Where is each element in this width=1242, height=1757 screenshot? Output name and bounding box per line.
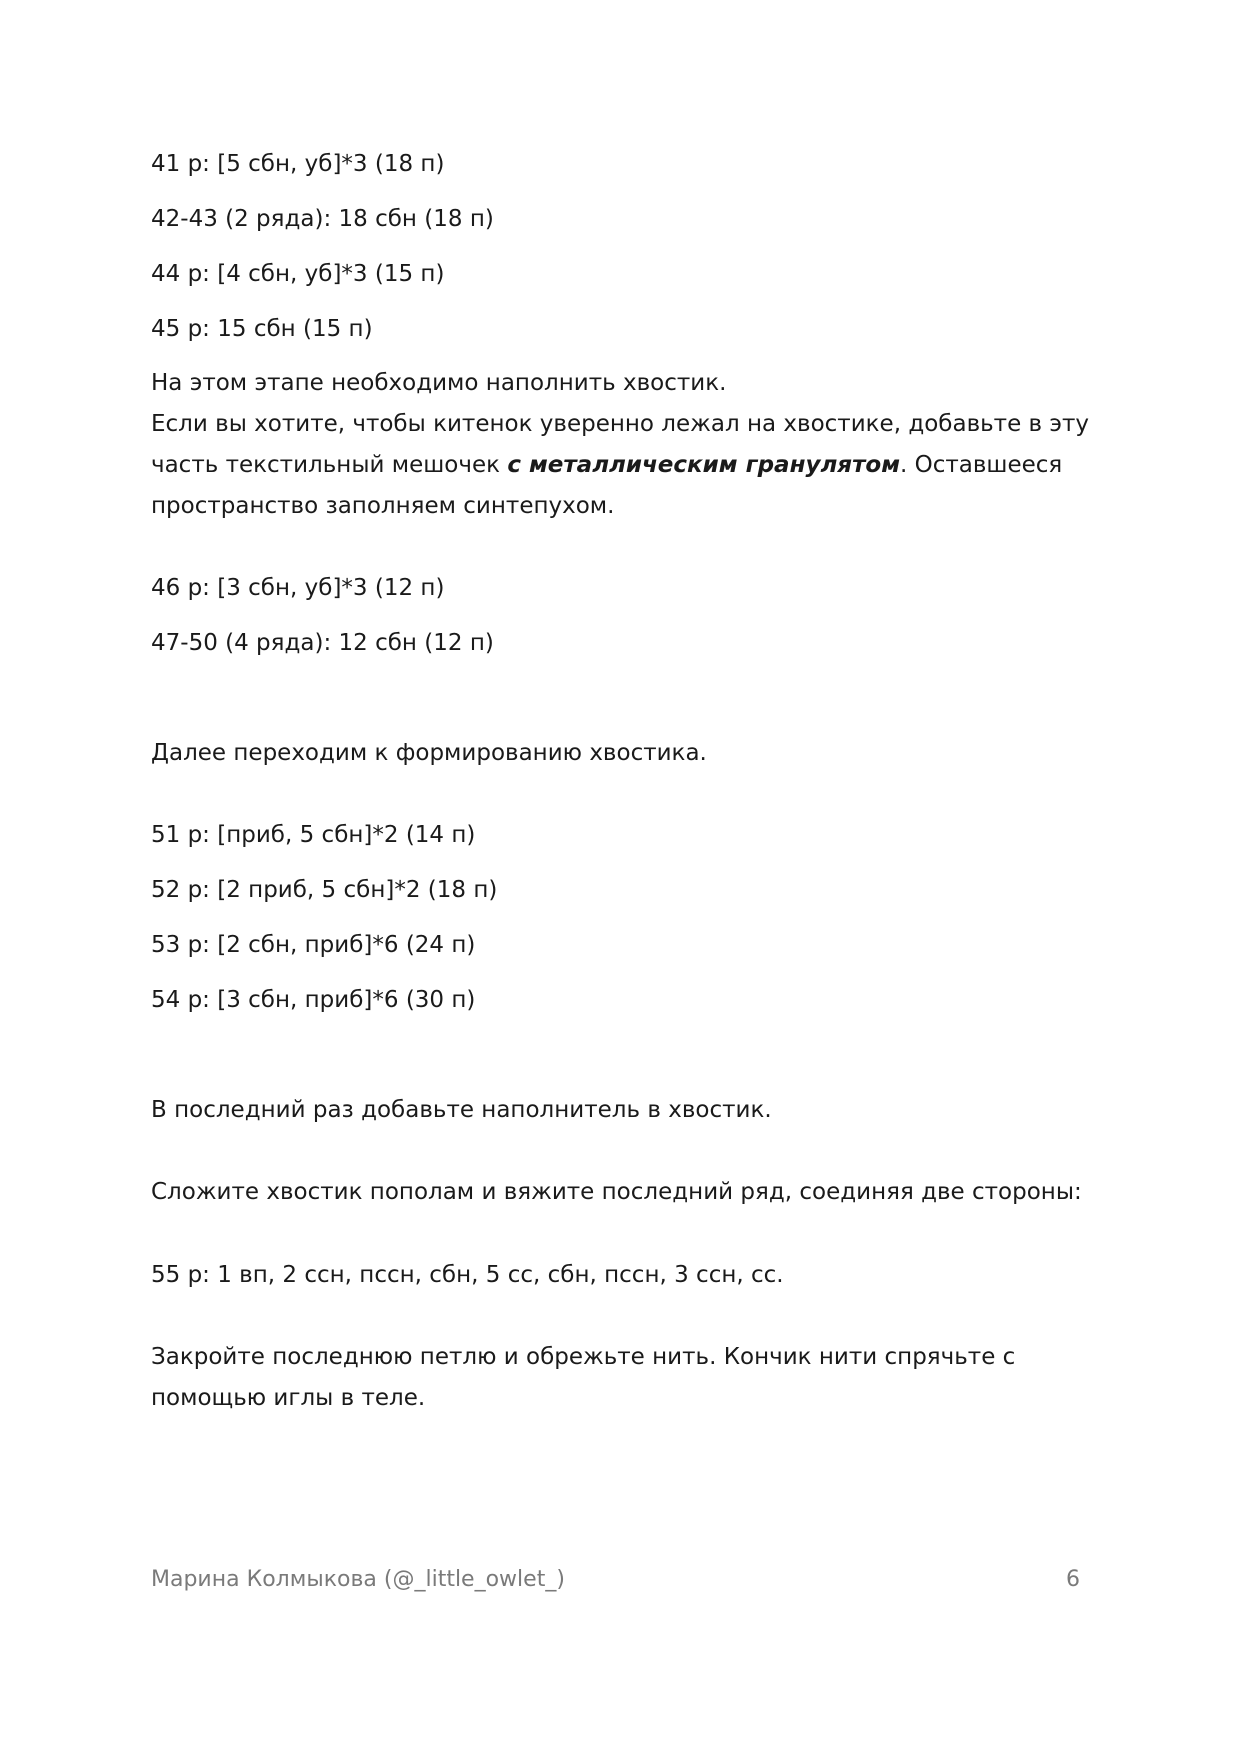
row-52: 52 р: [2 приб, 5 сбн]*2 (18 п) xyxy=(151,877,498,903)
row-42-43: 42-43 (2 ряда): 18 сбн (18 п) xyxy=(151,206,494,232)
note-line-3 xyxy=(151,445,1062,486)
row-53: 53 р: [2 сбн, приб]*6 (24 п) xyxy=(151,932,476,958)
row-46: 46 р: [3 сбн, уб]*3 (12 п) xyxy=(151,575,445,601)
finish-line-2: помощью иглы в теле. xyxy=(151,1385,426,1411)
footer-author: Марина Колмыкова (@_little_owlet_) xyxy=(151,1567,565,1592)
row-54: 54 р: [3 сбн, приб]*6 (30 п) xyxy=(151,987,476,1013)
row-41: 41 р: [5 сбн, уб]*3 (18 п) xyxy=(151,151,445,177)
row-45: 45 р: 15 сбн (15 п) xyxy=(151,316,373,342)
fold-text: Сложите хвостик пополам и вяжите последний ряд, соединяя две стороны: xyxy=(151,1179,1082,1205)
row-47-50: 47-50 (4 ряда): 12 сбн (12 п) xyxy=(151,630,494,656)
row-44: 44 р: [4 сбн, уб]*3 (15 п) xyxy=(151,261,445,287)
last-fill-text: В последний раз добавьте наполнитель в хвостик. xyxy=(151,1097,772,1123)
page-number: 6 xyxy=(1066,1567,1080,1592)
note-line-3-end: . Оставшееся xyxy=(900,452,1063,478)
row-51: 51 р: [приб, 5 сбн]*2 (14 п) xyxy=(151,822,476,848)
row-55: 55 р: 1 вп, 2 ссн, пссн, сбн, 5 сс, сбн, пссн, 3 ссн, сс. xyxy=(151,1262,784,1288)
note-line-4: пространство заполняем синтепухом. xyxy=(151,493,615,519)
note-line-3-start: часть текстильный мешочек xyxy=(151,452,508,478)
note-line-1: На этом этапе необходимо наполнить хвостик. xyxy=(151,370,727,396)
note-line-2: Если вы хотите, чтобы китенок уверенно лежал на хвостике, добавьте в эту xyxy=(151,411,1090,437)
note-emphasis: с металлическим гранулятом xyxy=(507,452,900,478)
finish-line-1: Закройте последнюю петлю и обрежьте нить. Кончик нити спрячьте с xyxy=(151,1344,1016,1370)
tail-intro: Далее переходим к формированию хвостика. xyxy=(151,740,707,766)
